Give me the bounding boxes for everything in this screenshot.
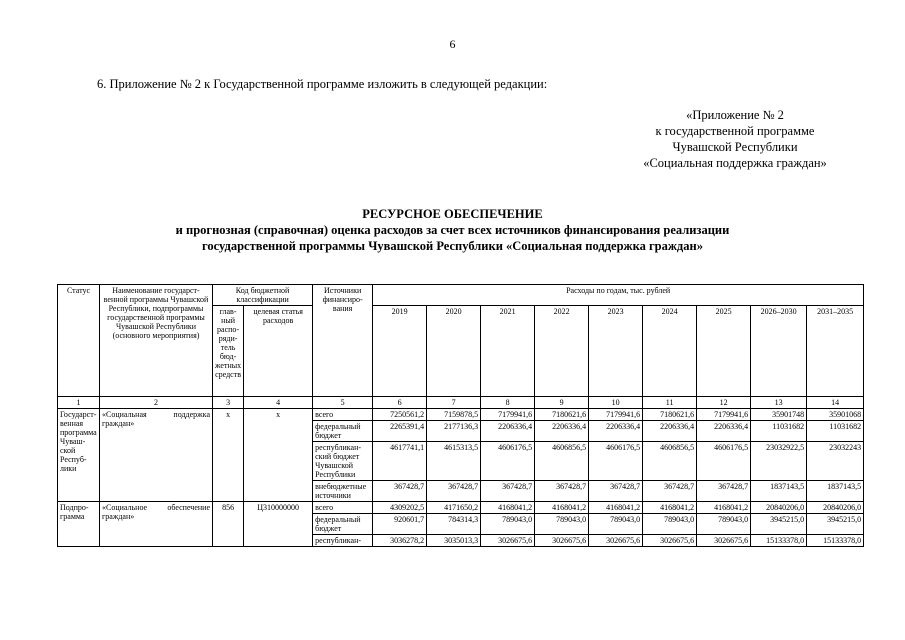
- header-target-article: целевая статья расходов: [244, 306, 313, 397]
- row-value: 784314,3: [427, 514, 481, 535]
- row-value: 23032243: [807, 442, 864, 481]
- resource-table: [57, 284, 864, 547]
- column-number: 12: [697, 397, 751, 409]
- row-value: 23032922,5: [751, 442, 807, 481]
- header-chief-manager: главный распорядитель бюджетных средств: [213, 306, 244, 397]
- row-value: 367428,7: [373, 481, 427, 502]
- row-value: 3945215,0: [751, 514, 807, 535]
- row-value: 3035013,3: [427, 535, 481, 547]
- row-value: 367428,7: [427, 481, 481, 502]
- row-value: 7180621,6: [643, 409, 697, 421]
- column-number: 11: [643, 397, 697, 409]
- row-value: 789043,0: [535, 514, 589, 535]
- header-year: 2025: [697, 306, 751, 397]
- column-number: 8: [481, 397, 535, 409]
- column-number: 5: [313, 397, 373, 409]
- row-value: 367428,7: [481, 481, 535, 502]
- row-value: 4168041,2: [481, 502, 535, 514]
- row-value: 7179941,6: [697, 409, 751, 421]
- header-budget-code: Код бюджетной классификации: [213, 285, 313, 306]
- header-sources: Источники финансирования: [313, 285, 373, 397]
- row-value: 4171650,2: [427, 502, 481, 514]
- row-code-main: х: [213, 409, 244, 502]
- row-value: 789043,0: [643, 514, 697, 535]
- page-number: 6: [449, 37, 456, 51]
- header-year: 2026–2030: [751, 306, 807, 397]
- row-value: 7180621,6: [535, 409, 589, 421]
- row-value: 4615313,5: [427, 442, 481, 481]
- row-value: 789043,0: [697, 514, 751, 535]
- row-value: 367428,7: [589, 481, 643, 502]
- row-value: 3945215,0: [807, 514, 864, 535]
- row-value: 4606176,5: [697, 442, 751, 481]
- header-name: Наименование государственной программы Чувашской Республики, подпрограммы государственной программы Чувашской Республики (основного мероприятия): [100, 285, 213, 397]
- row-value: 4168041,2: [643, 502, 697, 514]
- row-value: 15133378,0: [807, 535, 864, 547]
- row-value: 2177136,3: [427, 421, 481, 442]
- row-value: 7179941,6: [589, 409, 643, 421]
- table-row: [58, 502, 864, 514]
- header-year: 2022: [535, 306, 589, 397]
- header-expenses: Расходы по годам, тыс. рублей: [373, 285, 864, 306]
- row-value: 3026675,6: [589, 535, 643, 547]
- row-value: 3026675,6: [697, 535, 751, 547]
- row-value: 4606176,5: [589, 442, 643, 481]
- table-body: [58, 409, 864, 547]
- column-number: 13: [751, 397, 807, 409]
- row-value: 2206336,4: [589, 421, 643, 442]
- document-title: [0, 206, 905, 254]
- row-value: 7159878,5: [427, 409, 481, 421]
- row-value: 4606856,5: [643, 442, 697, 481]
- row-value: 367428,7: [697, 481, 751, 502]
- column-number: 14: [807, 397, 864, 409]
- row-value: 4606856,5: [535, 442, 589, 481]
- row-value: 35901068: [807, 409, 864, 421]
- header-year: 2019: [373, 306, 427, 397]
- row-value: 2206336,4: [643, 421, 697, 442]
- row-value: 3026675,6: [643, 535, 697, 547]
- appendix-line: «Социальная поддержка граждан»: [643, 156, 827, 170]
- row-value: 4168041,2: [589, 502, 643, 514]
- row-funding-source: федеральный бюджет: [313, 421, 373, 442]
- row-value: 15133378,0: [751, 535, 807, 547]
- column-number: 9: [535, 397, 589, 409]
- row-value: 367428,7: [643, 481, 697, 502]
- row-code-main: 856: [213, 502, 244, 547]
- column-number: 7: [427, 397, 481, 409]
- row-value: 3026675,6: [535, 535, 589, 547]
- row-value: 4617741,1: [373, 442, 427, 481]
- appendix-header: [600, 107, 870, 171]
- row-value: 4168041,2: [697, 502, 751, 514]
- column-number: 4: [244, 397, 313, 409]
- title-line: и прогнозная (справочная) оценка расходов за счет всех источников финансирования реализации: [175, 223, 730, 237]
- header-year: 2021: [481, 306, 535, 397]
- row-value: 4309202,5: [373, 502, 427, 514]
- row-value: 3026675,6: [481, 535, 535, 547]
- row-value: 4168041,2: [535, 502, 589, 514]
- row-value: 7179941,6: [481, 409, 535, 421]
- row-value: 11031682: [807, 421, 864, 442]
- column-numbers-row: [58, 397, 864, 409]
- row-code-target: х: [244, 409, 313, 502]
- appendix-line: «Приложение № 2: [686, 108, 784, 122]
- row-program-name: «Социальное обеспечение граждан»: [100, 502, 213, 547]
- appendix-line: Чувашской Республики: [672, 140, 798, 154]
- row-funding-source: федеральный бюджет: [313, 514, 373, 535]
- row-value: 20840206,0: [751, 502, 807, 514]
- row-value: 35901748: [751, 409, 807, 421]
- header-year: 2024: [643, 306, 697, 397]
- row-funding-source: всего: [313, 502, 373, 514]
- title-line: государственной программы Чувашской Республики «Социальная поддержка граждан»: [202, 239, 703, 253]
- row-value: 2265391,4: [373, 421, 427, 442]
- row-value: 11031682: [751, 421, 807, 442]
- row-value: 1837143,5: [751, 481, 807, 502]
- table-row: [58, 409, 864, 421]
- row-value: 3036278,2: [373, 535, 427, 547]
- row-value: 4606176,5: [481, 442, 535, 481]
- row-value: 2206336,4: [697, 421, 751, 442]
- row-funding-source: республиканский бюджет Чувашской Республики: [313, 442, 373, 481]
- column-number: 2: [100, 397, 213, 409]
- row-value: 789043,0: [589, 514, 643, 535]
- row-value: 367428,7: [535, 481, 589, 502]
- header-year: 2031–2035: [807, 306, 864, 397]
- row-status: Подпрограмма: [58, 502, 100, 547]
- row-value: 2206336,4: [535, 421, 589, 442]
- header-status: Статус: [58, 285, 100, 397]
- row-value: 7250561,2: [373, 409, 427, 421]
- row-code-target: Ц310000000: [244, 502, 313, 547]
- row-funding-source: всего: [313, 409, 373, 421]
- header-year: 2023: [589, 306, 643, 397]
- column-number: 3: [213, 397, 244, 409]
- row-value: 2206336,4: [481, 421, 535, 442]
- title-line: РЕСУРСНОЕ ОБЕСПЕЧЕНИЕ: [362, 207, 543, 221]
- column-number: 10: [589, 397, 643, 409]
- row-value: 1837143,5: [807, 481, 864, 502]
- header-row: [58, 285, 864, 306]
- row-program-name: «Социальная поддержка граждан»: [100, 409, 213, 502]
- row-status: Государственная программа Чувашской Республики: [58, 409, 100, 502]
- appendix-line: к государственной программе: [655, 124, 815, 138]
- row-value: 920601,7: [373, 514, 427, 535]
- intro-text: 6. Приложение № 2 к Государственной программе изложить в следующей редакции:: [97, 77, 548, 91]
- row-funding-source: внебюджетные источники: [313, 481, 373, 502]
- row-funding-source: республикан-: [313, 535, 373, 547]
- column-number: 1: [58, 397, 100, 409]
- row-value: 789043,0: [481, 514, 535, 535]
- header-year: 2020: [427, 306, 481, 397]
- row-value: 20840206,0: [807, 502, 864, 514]
- column-number: 6: [373, 397, 427, 409]
